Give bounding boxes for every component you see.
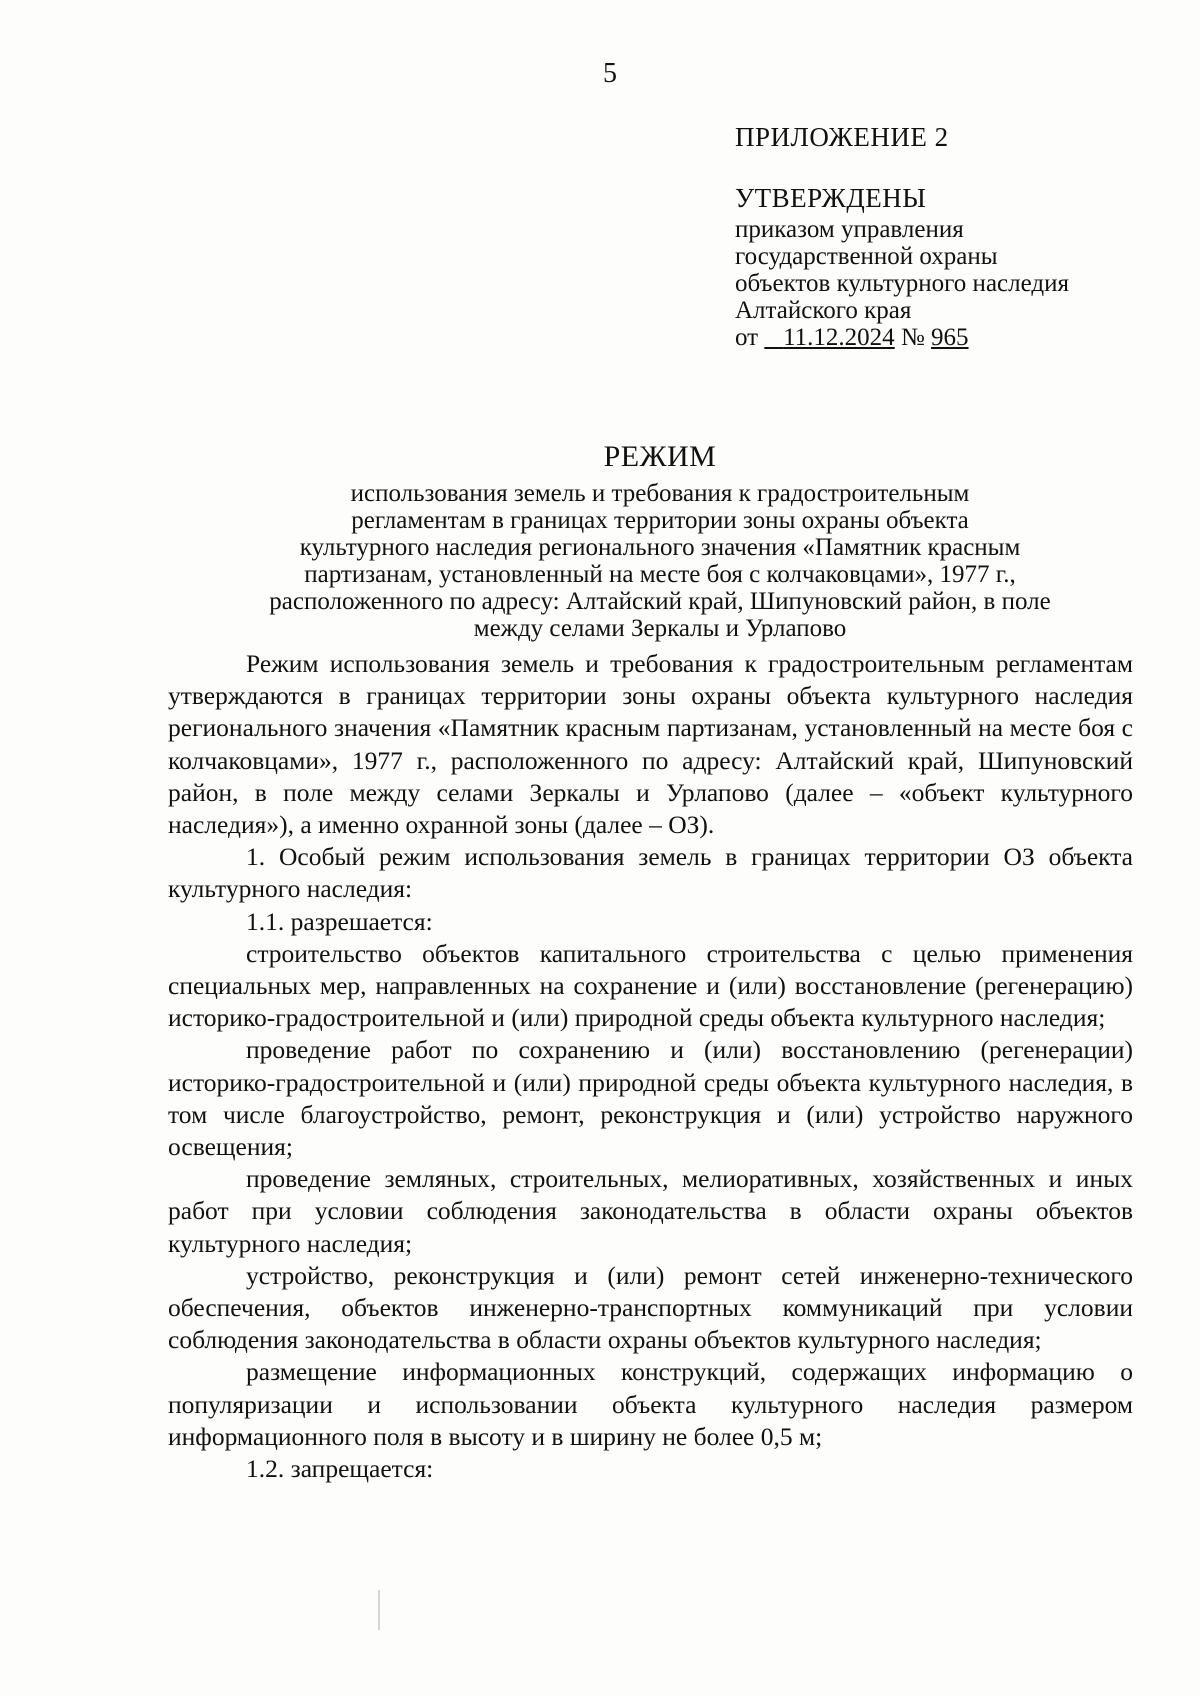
subtitle-line: культурного наследия регионального значения «Памятник красным xyxy=(299,534,1021,561)
approval-line: приказом управления xyxy=(735,216,964,243)
approval-heading: УТВЕРЖДЕНЫ xyxy=(735,183,927,213)
body-paragraph: 1. Особый режим использования земель в границах территории ОЗ объекта культурного наследия: xyxy=(168,842,1133,904)
body-paragraph: строительство объектов капитального строительства с целью применения специальных мер, направленных на сохранение и (или) восстановление (регенерацию) историко-градостроительной и (или) природной среды объекта культурного наследия; xyxy=(168,938,1133,1033)
subtitle-line: использования земель и требования к градостроительным xyxy=(350,480,970,507)
number-prefix: № xyxy=(900,324,925,351)
body-paragraph: проведение работ по сохранению и (или) восстановлению (регенерации) историко-градостроительной и (или) природной среды объекта культурного наследия, в том числе благоустройство, ремонт, реконструкция и (или) устройство наружного освещения; xyxy=(168,1035,1133,1162)
body-paragraph: проведение земляных, строительных, мелиоративных, хозяйственных и иных работ при условии соблюдения законодательства в области охраны объектов культурного наследия; xyxy=(168,1164,1133,1258)
body-paragraph: 1.1. разрешается: xyxy=(246,906,433,936)
order-number: 965 xyxy=(931,324,969,351)
document-title: РЕЖИМ xyxy=(603,440,717,473)
approval-date-line xyxy=(735,324,1069,351)
body-paragraph: размещение информационных конструкций, содержащих информацию о популяризации и использовании объекта культурного наследия размером информационного поля в высоту и в ширину не более 0,5 м; xyxy=(168,1357,1133,1451)
scan-artifact xyxy=(378,1590,380,1630)
subtitle-line: партизанам, установленный на месте боя с колчаковцами», 1977 г., xyxy=(304,561,1016,588)
subtitle-line: расположенного по адресу: Алтайский край, Шипуновский район, в поле xyxy=(269,588,1051,615)
document-body xyxy=(168,648,1133,1485)
body-paragraph: Режим использования земель и требования к градостроительным регламентам утверждаются в границах территории зоны охраны объекта культурного наследия регионального значения «Памятник красным партизанам, установленный на месте боя с колчаковцами», 1977 г., расположенного по адресу: Алтайский край, Шипуновский район, в поле между селами Зеркалы и Урлапово (далее – «объект культурного наследия»), а именно охранной зоны (далее – ОЗ). xyxy=(168,649,1133,840)
document-subtitle xyxy=(200,480,1120,642)
subtitle-line: между селами Зеркалы и Урлапово xyxy=(473,615,847,642)
appendix-heading: ПРИЛОЖЕНИЕ 2 xyxy=(735,122,949,152)
body-paragraph: 1.2. запрещается: xyxy=(246,1454,434,1484)
approval-line: Алтайского края xyxy=(735,297,912,324)
date-prefix: от xyxy=(735,324,759,351)
order-date-value: 11.12.2024 xyxy=(783,324,895,351)
subtitle-line: регламентам в границах территории зоны охраны объекта xyxy=(351,507,969,534)
order-date xyxy=(764,324,894,351)
approval-line: объектов культурного наследия xyxy=(735,270,1069,297)
approval-block xyxy=(735,185,1069,351)
approval-line: государственной охраны xyxy=(735,243,998,270)
body-paragraph: устройство, реконструкция и (или) ремонт сетей инженерно-технического обеспечения, объектов инженерно-транспортных коммуникаций при условии соблюдения законодательства в области охраны объектов культурного наследия; xyxy=(168,1260,1133,1355)
page-number: 5 xyxy=(603,58,617,89)
